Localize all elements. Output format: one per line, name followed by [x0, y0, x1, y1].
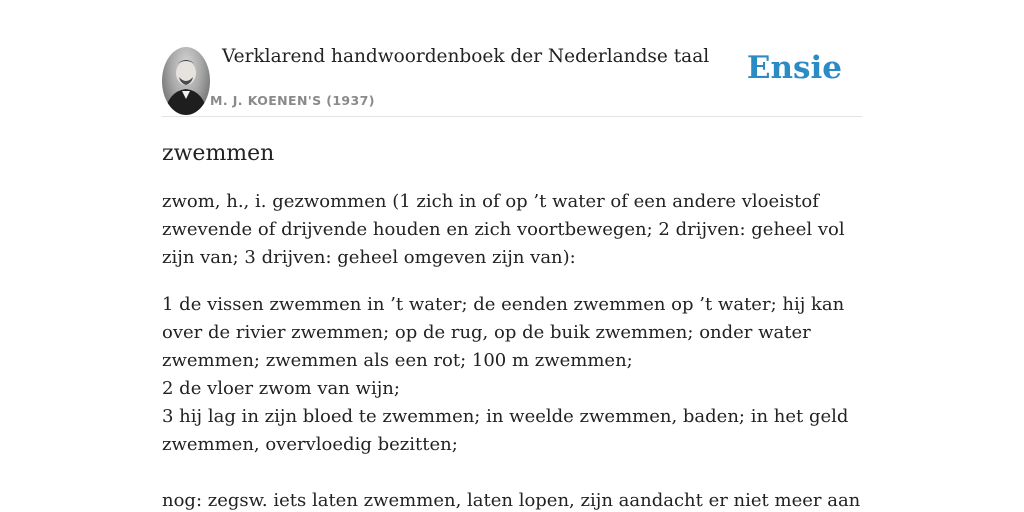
sense-3: 3 hij lag in zijn bloed te zwemmen; in weelde zwemmen, baden; in het geld zwemmen, overvloedig bezitten; [162, 406, 849, 455]
sense-2: 2 de vloer zwom van wijn; [162, 378, 400, 399]
ensie-logo-link[interactable]: Ensie [746, 50, 842, 86]
page [162, 0, 862, 512]
dictionary-title: Verklarend handwoordenboek der Nederlandse taal [222, 46, 710, 67]
entry-senses [162, 291, 862, 459]
dictionary-source: M. J. KOENEN'S (1937) [210, 93, 375, 108]
author-portrait-icon [162, 47, 210, 115]
headword: zwemmen [162, 141, 275, 166]
entry-intro: zwom, h., i. gezwommen (1 zich in of op ’t water of een andere vloeistof zwevende of drijvende houden en zich voortbewegen; 2 drijven: geheel vol zijn van; 3 drijven: geheel omgeven zijn van): [162, 191, 845, 268]
entry-extra: nog: zegsw. iets laten zwemmen, laten lopen, zijn aandacht er niet meer aan [162, 490, 861, 511]
sense-1: 1 de vissen zwemmen in ’t water; de eenden zwemmen op ’t water; hij kan over de rivier zwemmen; op de rug, op de buik zwemmen; onder water zwemmen; zwemmen als een rot; 100 m zwemmen; [162, 294, 845, 371]
dictionary-header [162, 0, 862, 117]
